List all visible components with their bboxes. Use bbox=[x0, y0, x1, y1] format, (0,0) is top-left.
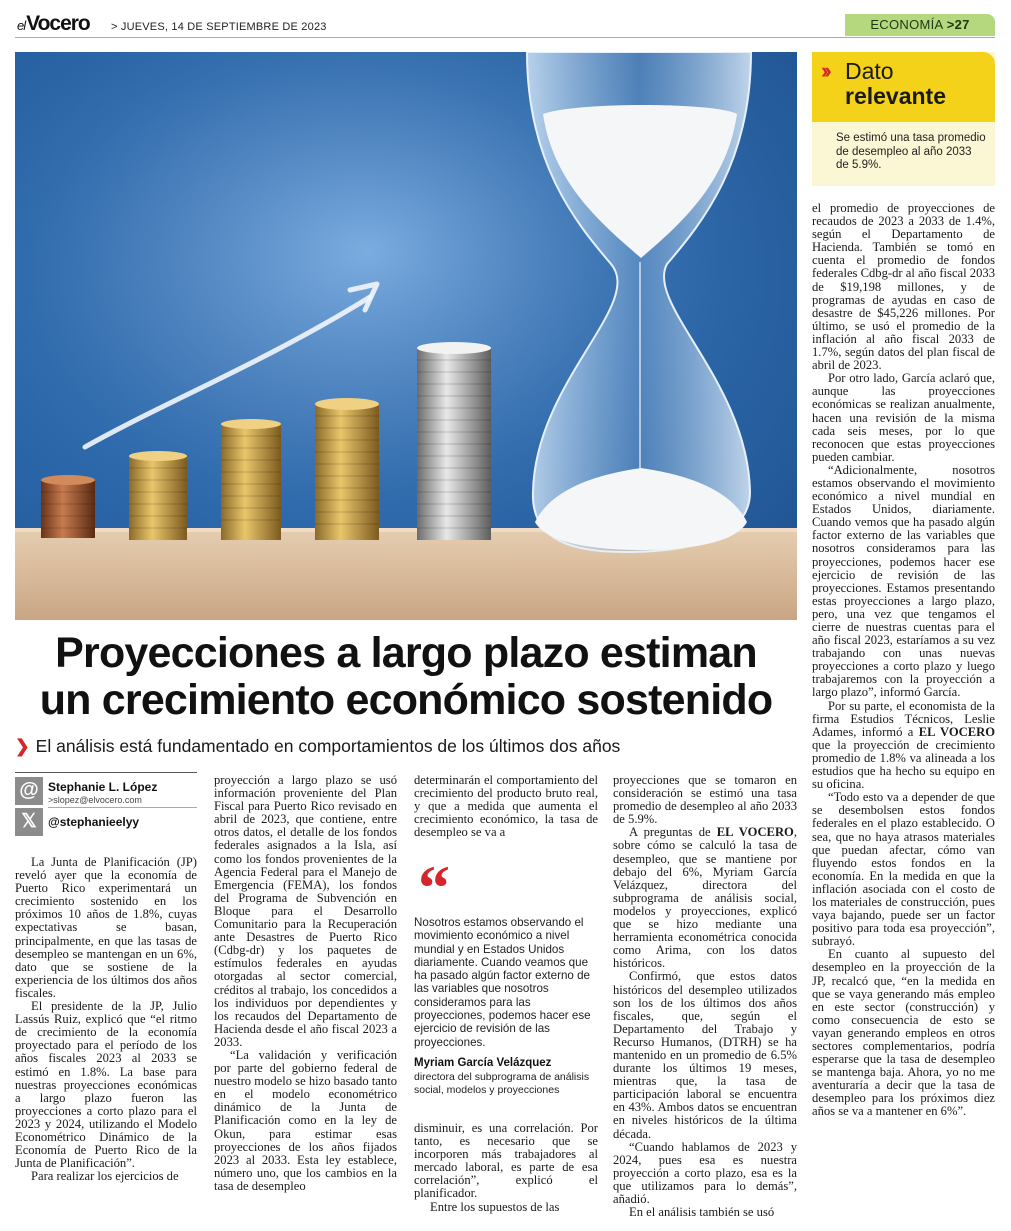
coin-stack-2 bbox=[129, 451, 187, 540]
paragraph: “Cuando hablamos de 2023 y 2024, pues esa es nuestra proyección a corto plazo, esa es la que utilizamos para lo demás”, añadió. bbox=[613, 1139, 797, 1206]
coin-stack-4 bbox=[315, 398, 379, 540]
key-fact-text: Se estimó una tasa promedio de desempleo al año 2033 de 5.9%. bbox=[836, 132, 986, 171]
hero-photo-coins-hourglass bbox=[15, 52, 797, 620]
key-fact-title-2: relevante bbox=[845, 83, 947, 109]
article-column-3-bottom bbox=[414, 1122, 598, 1214]
section-tab[interactable] bbox=[845, 14, 995, 36]
issue-date: > JUEVES, 14 DE SEPTIEMBRE DE 2023 bbox=[111, 21, 327, 33]
pull-quote-text: Nosotros estamos observando el movimiento económico a nivel mundial y en Estados Unidos diariamente. Cuando veamos que ha pasado algún factor externo de las variables que nosotros consideramos para las proyecciones, podemos hacer ese ejercicio de revisión de las proyecciones. bbox=[414, 916, 591, 1049]
coin-stack-3 bbox=[221, 419, 281, 540]
byline bbox=[15, 772, 197, 840]
masthead bbox=[15, 12, 995, 38]
header-divider bbox=[15, 37, 995, 38]
key-fact-box bbox=[812, 52, 995, 186]
paragraph: determinarán el comportamiento del crecimiento del producto bruto real, y que a medida que aumenta el crecimiento económico, la tasa de desempleo se va a bbox=[414, 773, 598, 840]
paragraph: proyección a largo plazo se usó información proveniente del Plan Fiscal para Puerto Rico revisado en abril de 2023, que contiene, entre otros datos, el detalle de los fondos federales asignados a la Isla, así como los fondos provenientes de la Agencia Federal para el Manejo de Emergencia (FEMA), los fondos del Programa de Subvención en Bloque para el Desarrollo Comunitario para la Recuperación ante Desastres de Puerto Rico (Cdbg-dr) y los paquetes de estímulos federales en ayudas otorgadas al sector comercial, créditos al trabajo, los concedidos a los individuos por dependientes y los recaudos del Departamento de Hacienda desde el año fiscal 2023 a 2033. bbox=[214, 773, 397, 1049]
paragraph: “Todo esto va a depender de que se desembolsen estos fondos federales en el plazo establecido. O sea, que no haya atrasos materiales que puedan afectar, cómo van fluyendo estos fondos en la economía. En la medida en que la inflación asociada con el costo de los materiales de construcción, pues vaya bajando, puede ser un factor positivo para toda esa proyección”, subrayó. bbox=[812, 790, 995, 949]
byline-inner-divider bbox=[48, 807, 197, 808]
author-handle[interactable]: @stephanieelyy bbox=[48, 815, 140, 829]
double-chevron-icon: ›› bbox=[821, 58, 828, 83]
paragraph: el promedio de proyecciones de recaudos de 2023 a 2033 de 1.4%, según el Departamento de Hacienda. También se tomó en cuenta el promedio de fondos federales Cdbg-dr al año fiscal 2033 de $19,198 millones, y de programas de ayudas en caso de desastre de $45,226 millones. Por último, se usó el promedio de la inflación al año fiscal 2033 de 1.7%, según datos del plan fiscal de abril de 2023. bbox=[812, 201, 995, 373]
article-column-5 bbox=[812, 202, 995, 1119]
paragraph: Por otro lado, García aclaró que, aunque las proyecciones económicas se realizan anualmente, hacen una revisión de la misma cada seis meses, por lo que reconocen que estas proyecciones pueden cambiar. bbox=[812, 371, 995, 464]
paragraph: disminuir, es una correlación. Por tanto, es necesario que se incorporen más trabajadores al mercado laboral, es parte de esa correlación”, explicó el planificador. bbox=[414, 1121, 598, 1201]
newspaper-logo[interactable]: elVocero bbox=[17, 12, 90, 35]
author-email[interactable]: >slopez@elvocero.com bbox=[48, 795, 142, 805]
coin-stack-1 bbox=[41, 475, 95, 538]
section-label: ECONOMÍA bbox=[870, 17, 943, 32]
x-social-icon: 𝕏 bbox=[15, 808, 43, 836]
author-name: Stephanie L. López bbox=[48, 780, 158, 794]
pull-quote-author: Myriam García Velázquez bbox=[414, 1057, 552, 1069]
key-fact-title-1: Dato bbox=[845, 58, 894, 84]
key-fact-header bbox=[812, 52, 995, 122]
page-number: >27 bbox=[946, 17, 970, 32]
article-column-2 bbox=[214, 774, 397, 1193]
paragraph: El presidente de la JP, Julio Lassús Ruiz, explicó que “el ritmo de crecimiento de la economía proyectado para el período de los años fiscales 2023 al 2033 se estimó en 1.8%. La base para nuestras proyecciones económicas a largo plazo fueron las proyecciones a corto plazo para el 2023 y 2024, utilizando el Modelo Econométrico Dinámico de la Economía de Puerto Rico de la Junta de Planificación”. bbox=[15, 999, 197, 1171]
byline-divider bbox=[15, 772, 197, 773]
article-headline: Proyecciones a largo plazo estiman un crecimiento económico sostenido bbox=[39, 629, 773, 724]
paragraph: En el análisis también se usó bbox=[629, 1205, 775, 1220]
paragraph: proyecciones que se tomaron en consideración se estimó una tasa promedio de desempleo al año 2033 de 5.9%. bbox=[613, 773, 797, 827]
quote-mark-icon: “ bbox=[418, 852, 447, 923]
article-column-1 bbox=[15, 856, 197, 1183]
paragraph: A preguntas de EL VOCERO, sobre cómo se calculó la tasa de desempleo, que se mantiene por debajo del 6%, Myriam García Velázquez, directora del subprograma de análisis social, modelos y proyecciones, explicó que se hizo mediante una herramienta econométrica conocida como Arima, con los datos históricos. bbox=[613, 825, 797, 971]
article-subheadline: ❯ El análisis está fundamentado en comportamientos de los últimos dos años bbox=[15, 736, 621, 756]
paragraph: Por su parte, el economista de la firma Estudios Técnicos, Leslie Adames, informó a EL VOCERO que la proyección de crecimiento promedio de 1.8% va alineada a los estudios que ha hecho su equipo en su oficina. bbox=[812, 698, 995, 792]
paragraph: “Adicionalmente, nosotros estamos observando el movimiento económico a nivel mundial en Estados Unidos, diariamente. Cuando vemos que ha pasado algún factor externo de las variables que nosotros consideramos para las proyecciones, podemos hacer ese ejercicio de revisión de las proyecciones. Estamos presentando estas proyecciones a largo plazo, pero, una vez que tengamos el cierre de nuestras cuentas para el año fiscal 2023, estaríamos a su vez trabajando con unas nuevas proyecciones a corto plazo y luego trabajaremos con la proyección a largo plazo”, informó García. bbox=[812, 462, 995, 700]
paragraph: Confirmó, que estos datos históricos del desempleo utilizados son los de los últimos dos años fiscales, que, según el Departamento del Trabajo y Recurso Humanos, (DTRH) se ha mantenido en un promedio de 6.5% durante los últimos 19 meses, mientras que, la tasa de participación laboral se encuentra en 43%. Ambos datos se encuentran en niveles históricos de la última década. bbox=[613, 969, 797, 1141]
article-column-4 bbox=[613, 774, 797, 1219]
article-column-3-top bbox=[414, 774, 598, 839]
chevron-right-icon: ❯ bbox=[15, 736, 30, 756]
paragraph: Entre los supuestos de las bbox=[430, 1199, 560, 1214]
paragraph: “La validación y verificación por parte del gobierno federal de nuestro modelo se hizo basado tanto en el modelo econométrico dinámico de la Junta de Planificación como en la ley de Okun, para estimar esas proyecciones de los años fijados 2023 al 2033. Esta ley establece, número uno, que los cambios en la tasa de desempleo bbox=[214, 1047, 397, 1193]
paragraph: La Junta de Planificación (JP) reveló ayer que la economía de Puerto Rico experimentará un crecimiento sostenido en los próximos 10 años de 1.8%, cuyas expectativas se basan, principalmente, en que las tasas de desempleo se mantengan en un 6%, dato que se sostiene de la experiencia de los últimos dos años fiscales. bbox=[15, 855, 197, 1000]
paragraph: Para realizar los ejercicios de bbox=[31, 1169, 179, 1184]
brand-mention: EL VOCERO bbox=[716, 825, 794, 840]
pull-quote-role: directora del subprograma de análisis social, modelos y proyecciones bbox=[414, 1071, 590, 1096]
photo-illustration bbox=[15, 52, 797, 620]
email-at-icon: @ bbox=[15, 777, 43, 805]
paragraph: En cuanto al supuesto del desempleo en la proyección de la JP, recalcó que, “en la medida en que se vaya generando más empleo en este sector (construcción) y como consecuencia de esto se vayan generando empleos en otros sectores complementarios, podría esperarse que la tasa de desempleo se mantenga baja. Ahora, yo no me aventuraría a decir que la tasa de desempleo para los próximos diez años se va a mantener en 6%”. bbox=[812, 947, 995, 1119]
brand-mention: EL VOCERO bbox=[918, 724, 995, 739]
